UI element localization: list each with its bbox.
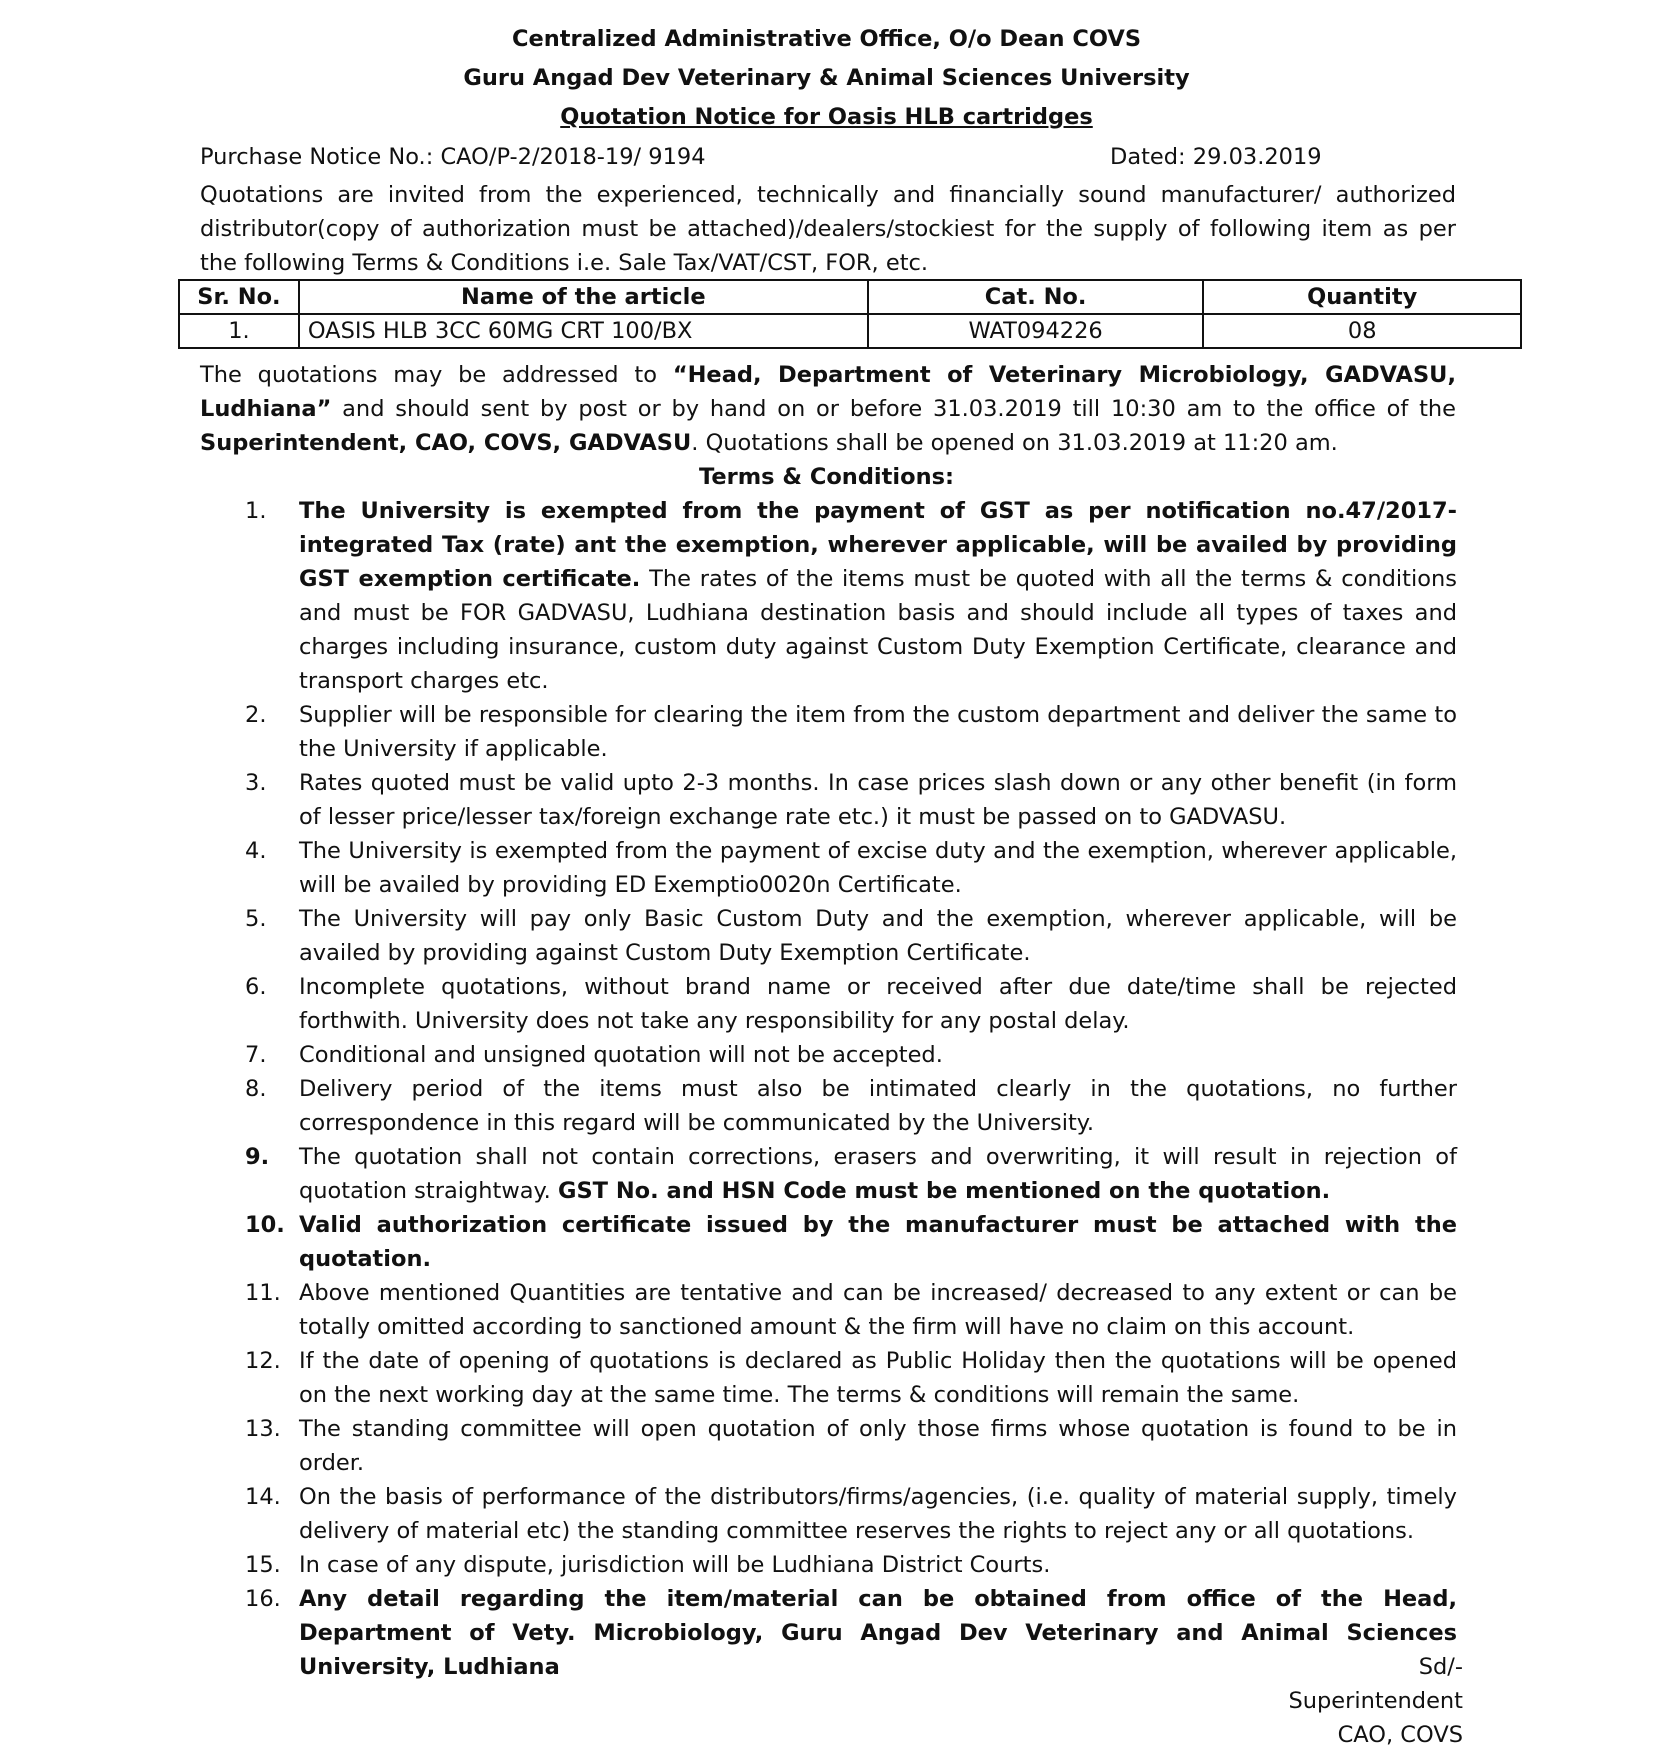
term-text: The University will pay only Basic Custom Duty and the exemption, wherever applicable, will be availed by providing against Custom Duty Exemption Certificate. [299, 906, 1457, 966]
list-item [245, 1344, 1457, 1412]
term-number: 1. [245, 498, 267, 524]
term-number: 10. [245, 1212, 285, 1238]
cell-sr-no: 1. [179, 314, 299, 348]
list-item [245, 1480, 1457, 1548]
term-text: Conditional and unsigned quotation will not be accepted. [299, 1042, 943, 1068]
list-item [245, 1038, 1457, 1072]
term-text: Supplier will be responsible for clearing the item from the custom department and deliver the same to the University if applicable. [299, 702, 1457, 762]
terms-heading: Terms & Conditions: [699, 464, 954, 490]
col-header-quantity: Quantity [1203, 280, 1521, 314]
list-item [245, 1072, 1457, 1140]
cell-quantity: 08 [1203, 314, 1521, 348]
term-bold-text: Any detail regarding the item/material can be obtained from office of the Head, Department of Vety. Microbiology, Guru Angad Dev Veterinary and Animal Sciences University, Ludhiana [299, 1586, 1457, 1680]
list-item [245, 494, 1457, 698]
term-bold-text: Valid authorization certificate issued by the manufacturer must be attached with the quotation. [299, 1212, 1457, 1272]
term-number: 5. [245, 906, 267, 932]
term-text: The rates of the items must be quoted with all the terms & conditions and must be FOR GADVASU, Ludhiana destination basis and should include all types of taxes and charges including insurance, custom duty against Custom Duty Exemption Certificate, clearance and transport charges etc. [299, 566, 1457, 694]
signature-block [1288, 1650, 1463, 1752]
col-header-cat-no: Cat. No. [868, 280, 1204, 314]
col-header-sr-no: Sr. No. [179, 280, 299, 314]
cell-cat-no: WAT094226 [868, 314, 1204, 348]
notice-title: Quotation Notice for Oasis HLB cartridges [560, 104, 1093, 130]
list-item [245, 1276, 1457, 1344]
list-item [245, 1412, 1457, 1480]
terms-list [245, 494, 1457, 1684]
address-text-3: . Quotations shall be opened on 31.03.2019 at 11:20 am. [691, 430, 1338, 456]
term-number: 16. [245, 1586, 281, 1612]
signatory-title: Superintendent [1288, 1688, 1463, 1714]
term-text: Rates quoted must be valid upto 2-3 months. In case prices slash down or any other benefit (in form of lesser price/lesser tax/foreign exchange rate etc.) it must be passed on to GADVASU. [299, 770, 1457, 830]
table-header-row [179, 280, 1521, 314]
list-item [245, 902, 1457, 970]
term-text: If the date of opening of quotations is declared as Public Holiday then the quotations will be opened on the next working day at the same time. The terms & conditions will remain the same. [299, 1348, 1457, 1408]
notice-date: Dated: 29.03.2019 [1110, 144, 1322, 170]
office-address: Superintendent, CAO, COVS, GADVASU [200, 430, 692, 456]
term-text: In case of any dispute, jurisdiction will be Ludhiana District Courts. [299, 1552, 1051, 1578]
term-text: On the basis of performance of the distributors/firms/agencies, (i.e. quality of material supply, timely delivery of material etc) the standing committee reserves the rights to reject any or all quotations. [299, 1484, 1457, 1544]
intro-paragraph: Quotations are invited from the experienced, technically and financially sound manufacturer/ authorized distributor(copy of authorization must be attached)/dealers/stockiest for the supply of following item as per the following Terms & Conditions i.e. Sale Tax/VAT/CST, FOR, etc. [200, 182, 1456, 276]
list-item [245, 834, 1457, 902]
addressee: “Head, Department of Veterinary Microbiology, GADVASU, Ludhiana” [200, 362, 1456, 422]
term-text: The standing committee will open quotation of only those firms whose quotation is found to be in order. [299, 1416, 1457, 1476]
term-number: 8. [245, 1076, 267, 1102]
term-number: 12. [245, 1348, 281, 1374]
list-item [245, 1582, 1457, 1684]
list-item [245, 1548, 1457, 1582]
office-name: Centralized Administrative Office, O/o Dean COVS [511, 26, 1142, 52]
list-item [245, 766, 1457, 834]
cell-article-name: OASIS HLB 3CC 60MG CRT 100/BX [299, 314, 868, 348]
term-number: 11. [245, 1280, 281, 1306]
purchase-notice-number: Purchase Notice No.: CAO/P-2/2018-19/ 9194 [200, 144, 706, 170]
list-item [245, 970, 1457, 1038]
list-item [245, 1208, 1457, 1276]
term-number: 2. [245, 702, 267, 728]
table-row [179, 314, 1521, 348]
list-item [245, 698, 1457, 766]
term-bold-text: GST No. and HSN Code must be mentioned on the quotation. [557, 1178, 1331, 1204]
university-name: Guru Angad Dev Veterinary & Animal Sciences University [463, 65, 1190, 91]
term-text: Delivery period of the items must also be intimated clearly in the quotations, no further correspondence in this regard will be communicated by the University. [299, 1076, 1457, 1136]
items-table [178, 279, 1522, 349]
col-header-article-name: Name of the article [299, 280, 868, 314]
term-number: 3. [245, 770, 267, 796]
term-number: 6. [245, 974, 267, 1000]
address-paragraph [200, 358, 1456, 460]
term-number: 14. [245, 1484, 281, 1510]
term-number: 4. [245, 838, 267, 864]
term-text: Incomplete quotations, without brand name or received after due date/time shall be rejected forthwith. University does not take any responsibility for any postal delay. [299, 974, 1457, 1034]
list-item [245, 1140, 1457, 1208]
term-text: Above mentioned Quantities are tentative and can be increased/ decreased to any extent or can be totally omitted according to sanctioned amount & the firm will have no claim on this account. [299, 1280, 1457, 1340]
address-text-1: The quotations may be addressed to [200, 362, 673, 388]
address-text-2: and should sent by post or by hand on or before 31.03.2019 till 10:30 am to the office of the [331, 396, 1456, 422]
term-bold-text: The University is exempted from the payment of GST as per notification no.47/2017-integrated Tax (rate) ant the exemption, wherever applicable, will be availed by providing GST exemption certificate. [299, 498, 1457, 592]
signature-sd: Sd/- [1418, 1654, 1463, 1680]
term-number: 7. [245, 1042, 267, 1068]
term-number: 15. [245, 1552, 281, 1578]
signatory-office: CAO, COVS [1337, 1722, 1463, 1748]
term-number: 13. [245, 1416, 281, 1442]
term-text: The quotation shall not contain corrections, erasers and overwriting, it will result in rejection of quotation straightway. [299, 1144, 1457, 1204]
notice-info-line [200, 140, 1460, 174]
term-text: The University is exempted from the payment of excise duty and the exemption, wherever applicable, will be availed by providing ED Exemptio0020n Certificate. [299, 838, 1457, 898]
term-number: 9. [245, 1144, 270, 1170]
